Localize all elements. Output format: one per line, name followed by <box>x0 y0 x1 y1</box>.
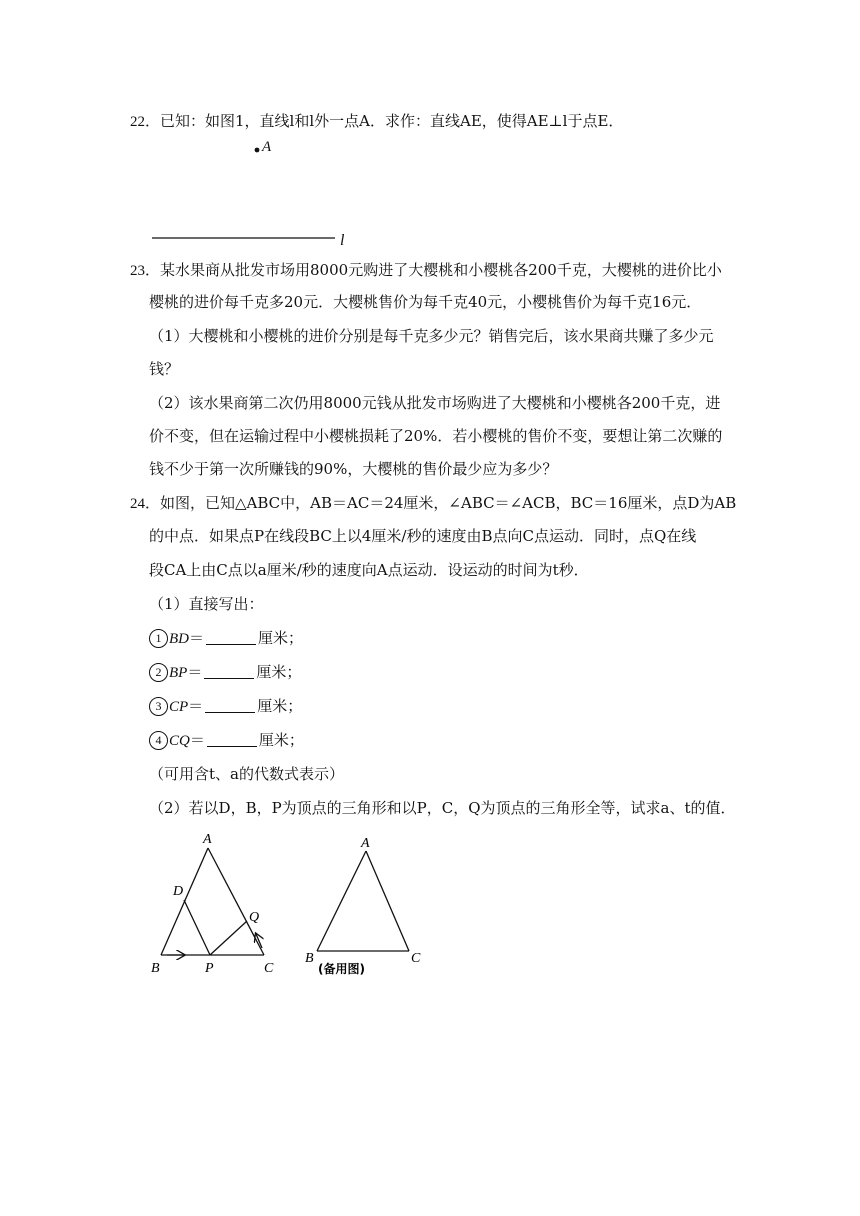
q23-part1-1: （1）大樱桃和小樱桃的进价分别是每千克多少元？销售完后，该水果商共赚了多少元 <box>149 327 714 345</box>
line-l-label: l <box>340 232 345 249</box>
q23-part1-2: 钱？ <box>149 360 180 378</box>
label-b: B <box>305 951 314 966</box>
q22-text: 已知：如图1，直线l和l外一点A．求作：直线AE，使得AE⊥l于点E． <box>160 112 624 130</box>
circled-number: 1 <box>149 629 168 648</box>
unit: 厘米； <box>256 663 302 681</box>
q24-note: （可用含t、a的代数式表示） <box>149 765 344 783</box>
triangle-figure-backup <box>317 851 409 951</box>
q23-part2-1: （2）该水果商第二次仍用8000元钱从批发市场购进了大樱桃和小樱桃各200千克，进 <box>149 394 721 412</box>
q23-intro-1: 某水果商从批发市场用8000元购进了大樱桃和小樱桃各200千克，大樱桃的进价比小 <box>160 261 722 279</box>
label-q: Q <box>249 910 260 925</box>
circled-number: 2 <box>149 663 168 682</box>
segment-pq <box>210 921 247 955</box>
q23-number: 23 <box>130 263 145 279</box>
figure-caption: (备用图) <box>318 962 365 976</box>
q22-number: 22 <box>130 114 145 130</box>
q23-intro-2: 樱桃的进价每千克多20元．大樱桃售价为每千克40元，小樱桃售价为每千克16元． <box>149 293 702 311</box>
segment-dp <box>184 900 210 955</box>
item-label: CP <box>169 699 189 715</box>
q24-part1-label: （1）直接写出： <box>149 595 264 613</box>
q24-intro-1: 如图，已知△ABC中，AB＝AC＝24厘米，∠ABC＝∠ACB，BC＝16厘米，点D为AB <box>160 494 737 512</box>
triangle-figure-main <box>161 848 264 955</box>
label-d: D <box>173 884 184 899</box>
unit: 厘米； <box>258 731 304 749</box>
unit: 厘米； <box>258 629 304 647</box>
label-c: C <box>411 951 421 966</box>
side-ac <box>208 848 264 955</box>
q24-number: 24 <box>130 496 145 512</box>
q22-line: 22．已知：如图1，直线l和l外一点A．求作：直线AE，使得AE⊥l于点E． <box>130 112 624 130</box>
q24-part2: （2）若以D，B，P为顶点的三角形和以P，C，Q为顶点的三角形全等，试求a、t的值． <box>149 799 736 817</box>
q24-intro-2: 的中点．如果点P在线段BC上以4厘米/秒的速度由B点向C点运动．同时，点Q在线 <box>149 527 697 545</box>
item-label: CQ <box>169 733 190 749</box>
unit: 厘米； <box>257 697 303 715</box>
q24-intro-3: 段CA上由C点以a厘米/秒的速度向A点运动．设运动的时间为t秒． <box>149 561 589 579</box>
side-ac <box>366 851 409 951</box>
circled-number: 3 <box>149 697 168 716</box>
item-label: BD <box>169 631 189 647</box>
label-a: A <box>361 836 370 851</box>
item-label: BP <box>169 665 188 681</box>
q23-part2-2: 价不变，但在运输过程中小樱桃损耗了20%．若小樱桃的售价不变，要想让第二次赚的 <box>149 427 723 445</box>
equals-sign: ＝ <box>189 629 205 647</box>
label-a: A <box>203 832 212 847</box>
point-a-label: A <box>262 139 272 155</box>
label-p: P <box>205 961 214 976</box>
side-ab <box>317 851 366 951</box>
q23-part2-3: 钱不少于第一次所赚钱的90%，大樱桃的售价最少应为多少？ <box>149 460 558 478</box>
q24-line-1: 24．如图，已知△ABC中，AB＝AC＝24厘米，∠ABC＝∠ACB，BC＝16厘米，点D为AB <box>130 494 737 512</box>
label-c: C <box>264 961 274 976</box>
equals-sign: ＝ <box>188 697 204 715</box>
q23-line-1: 23．某水果商从批发市场用8000元购进了大樱桃和小樱桃各200千克，大樱桃的进价比小 <box>130 261 722 279</box>
circled-number: 4 <box>149 731 168 750</box>
equals-sign: ＝ <box>189 731 205 749</box>
label-b: B <box>151 961 160 976</box>
equals-sign: ＝ <box>187 663 203 681</box>
